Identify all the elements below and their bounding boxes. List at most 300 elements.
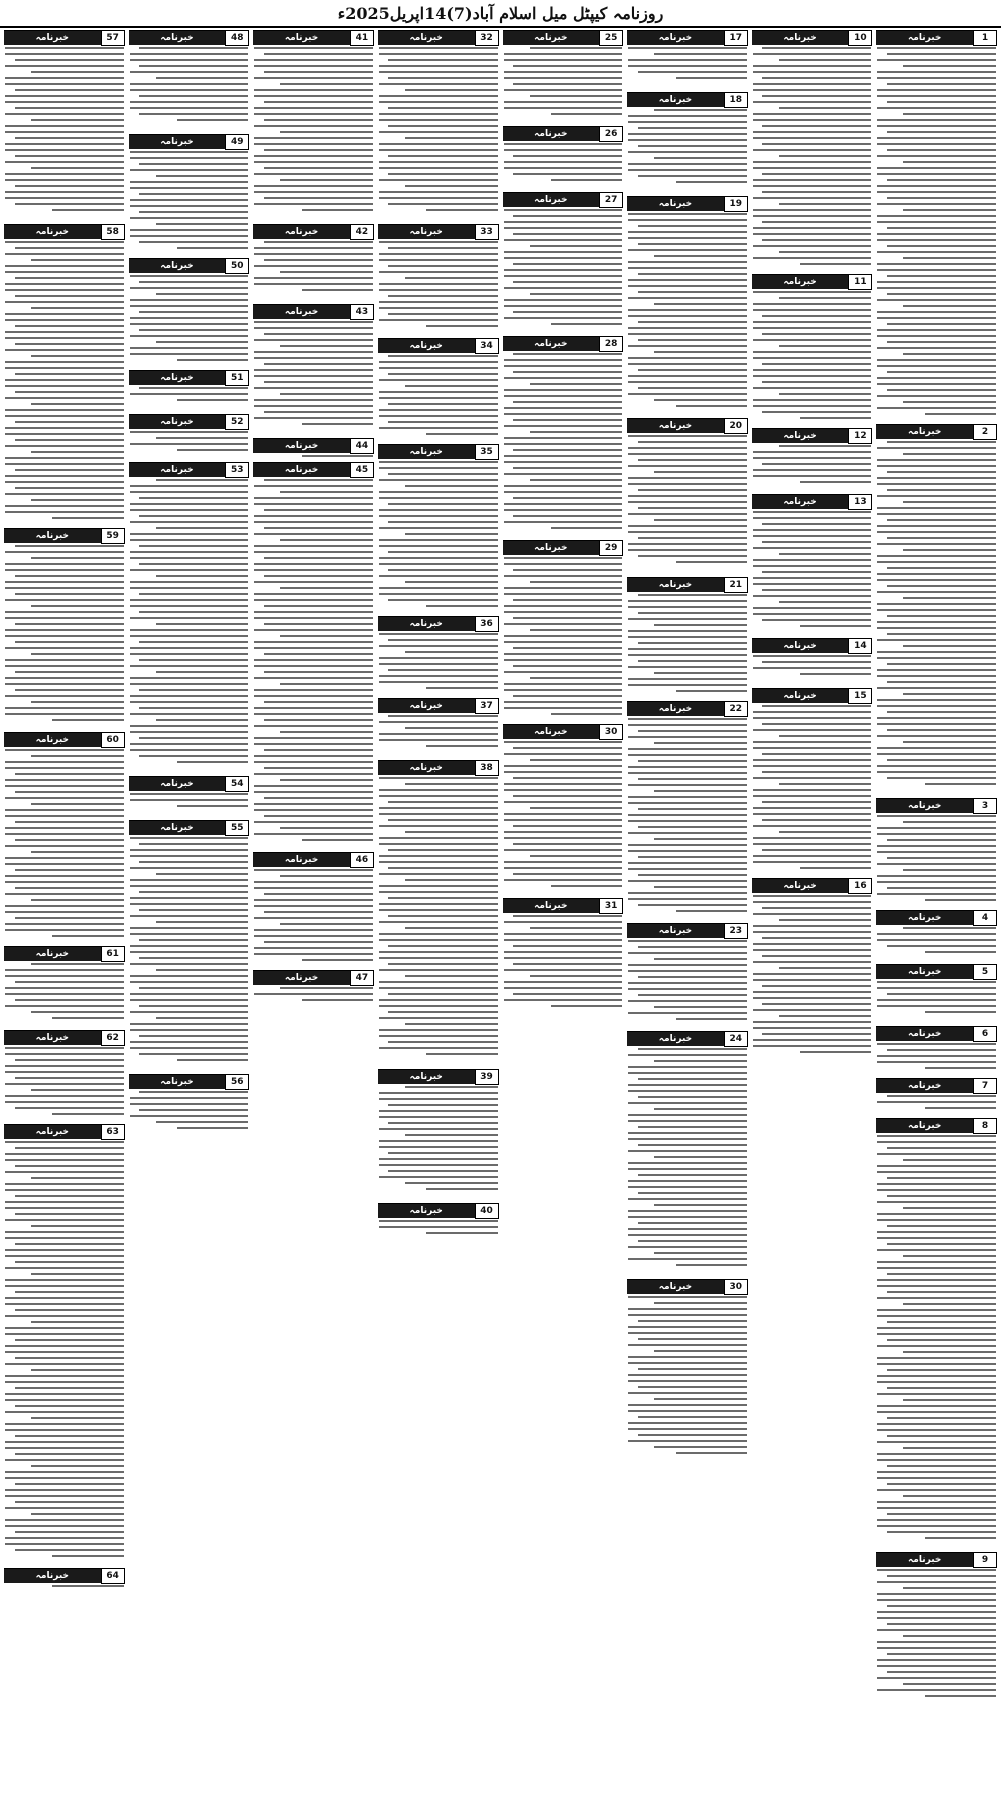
text-line <box>903 821 996 823</box>
news-item-header <box>129 415 250 429</box>
news-item-body <box>876 439 997 785</box>
text-line <box>5 427 124 429</box>
text-line <box>877 833 996 835</box>
text-line <box>5 1207 124 1209</box>
news-item <box>876 1118 997 1549</box>
text-line <box>877 981 996 983</box>
text-line <box>628 772 747 774</box>
news-item-header <box>129 135 250 149</box>
text-line <box>887 101 996 103</box>
text-line <box>5 975 124 977</box>
text-line <box>130 677 249 679</box>
text-line <box>130 335 249 337</box>
text-line <box>130 317 249 319</box>
text-line <box>628 1410 747 1412</box>
news-item-tag: خبرنامہ <box>129 31 226 45</box>
text-line <box>877 1357 996 1359</box>
text-line <box>5 1363 124 1365</box>
text-line <box>5 379 124 381</box>
text-line <box>31 1513 124 1515</box>
text-line <box>762 619 871 621</box>
text-line <box>628 982 747 984</box>
text-line <box>5 617 124 619</box>
text-line <box>887 1243 996 1245</box>
text-line <box>254 375 373 377</box>
text-line <box>638 1174 747 1176</box>
text-line <box>254 899 373 901</box>
news-item-tag: خبرنامہ <box>378 617 475 631</box>
text-line <box>379 1140 498 1142</box>
text-line <box>139 1005 248 1007</box>
text-line <box>877 1043 996 1045</box>
news-item-header <box>503 725 624 739</box>
text-line <box>280 393 373 395</box>
text-line <box>877 459 996 461</box>
text-line <box>800 481 871 483</box>
news-item-body <box>253 867 374 961</box>
text-line <box>753 375 872 377</box>
text-line <box>628 237 747 239</box>
text-line <box>379 981 498 983</box>
text-line <box>638 1192 747 1194</box>
text-line <box>379 391 498 393</box>
text-line <box>903 1303 996 1305</box>
text-line <box>177 1127 248 1129</box>
text-line <box>628 531 747 533</box>
text-line <box>504 969 623 971</box>
text-line <box>254 773 373 775</box>
text-line <box>254 113 373 115</box>
text-line <box>877 827 996 829</box>
text-line <box>156 623 249 625</box>
text-line <box>638 127 747 129</box>
text-line <box>264 333 373 335</box>
text-line <box>628 1234 747 1236</box>
text-line <box>388 569 497 571</box>
text-line <box>877 365 996 367</box>
text-line <box>654 1108 747 1110</box>
text-line <box>877 1363 996 1365</box>
news-item-body <box>503 351 624 529</box>
text-line <box>877 495 996 497</box>
news-item-tag: خبرنامہ <box>378 699 475 713</box>
text-line <box>887 615 996 617</box>
news-item <box>752 274 873 425</box>
text-line <box>5 551 124 553</box>
news-item-header <box>752 275 873 289</box>
news-item-number: 42 <box>350 224 374 240</box>
text-line <box>264 815 373 817</box>
text-line <box>379 53 498 55</box>
text-line <box>887 1575 996 1577</box>
text-line <box>504 587 623 589</box>
text-line <box>877 1279 996 1281</box>
masthead <box>0 0 1001 28</box>
text-line <box>779 107 872 109</box>
news-item-header <box>129 1075 250 1089</box>
text-line <box>5 319 124 321</box>
news-item-body <box>627 716 748 912</box>
text-line <box>130 653 249 655</box>
text-line <box>379 113 498 115</box>
news-item-header <box>129 259 250 273</box>
text-line <box>877 717 996 719</box>
text-line <box>5 1005 124 1007</box>
text-line <box>15 791 124 793</box>
text-line <box>130 605 249 607</box>
text-line <box>504 765 623 767</box>
text-line <box>504 999 623 1001</box>
news-item-body <box>129 1089 250 1129</box>
text-line <box>5 101 124 103</box>
news-item-number: 22 <box>724 701 748 717</box>
text-line <box>530 807 623 809</box>
text-line <box>5 815 124 817</box>
text-line <box>254 405 373 407</box>
text-line <box>379 1226 498 1228</box>
news-item-body <box>4 543 125 721</box>
text-line <box>504 143 623 145</box>
text-line <box>379 557 498 559</box>
text-line <box>628 47 747 49</box>
text-line <box>379 1047 498 1049</box>
text-line <box>530 245 623 247</box>
text-line <box>628 483 747 485</box>
text-line <box>280 131 373 133</box>
news-item-body <box>627 1294 748 1454</box>
text-line <box>762 463 871 465</box>
text-line <box>280 923 373 925</box>
text-line <box>5 1303 124 1305</box>
text-line <box>130 157 249 159</box>
text-line <box>130 101 249 103</box>
text-line <box>877 269 996 271</box>
text-line <box>130 629 249 631</box>
text-line <box>753 245 872 247</box>
text-line <box>156 479 249 481</box>
news-item-tag: خبرنامہ <box>129 371 226 385</box>
text-line <box>15 203 124 205</box>
text-line <box>628 375 747 377</box>
text-line <box>426 605 497 607</box>
text-line <box>504 951 623 953</box>
news-item-tag: خبرنامہ <box>503 31 600 45</box>
news-item-body <box>876 1133 997 1539</box>
text-line <box>254 497 373 499</box>
text-line <box>887 441 996 443</box>
text-line <box>15 1291 124 1293</box>
text-line <box>15 277 124 279</box>
text-line <box>280 987 373 989</box>
text-line <box>654 351 747 353</box>
text-line <box>628 1404 747 1406</box>
text-line <box>887 1671 996 1673</box>
text-line <box>379 861 498 863</box>
text-line <box>628 163 747 165</box>
text-line <box>628 151 747 153</box>
text-line <box>877 1213 996 1215</box>
text-line <box>130 509 249 511</box>
text-line <box>753 119 872 121</box>
text-line <box>887 341 996 343</box>
text-line <box>130 713 249 715</box>
text-line <box>628 880 747 882</box>
text-line <box>15 1387 124 1389</box>
news-item-body <box>876 813 997 901</box>
text-line <box>31 557 124 559</box>
text-line <box>504 509 623 511</box>
text-line <box>254 713 373 715</box>
news-item-tag: خبرنامہ <box>503 337 600 351</box>
news-item-tag: خبرنامہ <box>752 31 849 45</box>
news-item-tag: خبرنامہ <box>876 911 973 925</box>
text-line <box>753 227 872 229</box>
text-line <box>130 793 249 795</box>
news-item <box>4 30 125 221</box>
text-line <box>513 665 622 667</box>
text-line <box>877 71 996 73</box>
text-line <box>628 600 747 602</box>
text-line <box>504 837 623 839</box>
text-line <box>139 641 248 643</box>
text-line <box>877 603 996 605</box>
text-line <box>130 1011 249 1013</box>
text-line <box>753 161 872 163</box>
text-line <box>877 155 996 157</box>
news-item-header <box>503 127 624 141</box>
text-line <box>130 975 249 977</box>
text-line <box>877 191 996 193</box>
text-line <box>753 931 872 933</box>
text-line <box>52 209 123 211</box>
text-line <box>254 695 373 697</box>
text-line <box>5 635 124 637</box>
text-line <box>254 869 373 871</box>
text-line <box>877 287 996 289</box>
text-line <box>379 491 498 493</box>
text-line <box>753 197 872 199</box>
text-line <box>753 257 872 259</box>
text-line <box>628 363 747 365</box>
text-line <box>5 173 124 175</box>
text-line <box>753 529 872 531</box>
text-line <box>5 863 124 865</box>
text-line <box>254 581 373 583</box>
news-item-header <box>876 1553 997 1567</box>
text-line <box>877 1611 996 1613</box>
text-line <box>130 725 249 727</box>
text-line <box>379 191 498 193</box>
text-line <box>887 371 996 373</box>
text-line <box>628 513 747 515</box>
text-line <box>254 725 373 727</box>
text-line <box>130 867 249 869</box>
news-item-number: 29 <box>599 540 623 556</box>
text-line <box>264 259 373 261</box>
text-line <box>877 591 996 593</box>
text-line <box>379 825 498 827</box>
news-item-number: 20 <box>724 418 748 434</box>
text-line <box>130 107 249 109</box>
text-line <box>31 1225 124 1227</box>
text-line <box>379 813 498 815</box>
text-line <box>130 199 249 201</box>
text-line <box>5 397 124 399</box>
text-line <box>877 1477 996 1479</box>
text-line <box>254 743 373 745</box>
text-line <box>903 597 996 599</box>
text-line <box>638 459 747 461</box>
text-line <box>513 647 622 649</box>
text-line <box>130 951 249 953</box>
text-line <box>5 809 124 811</box>
text-line <box>388 963 497 965</box>
text-line <box>877 651 996 653</box>
news-item-body <box>876 979 997 1013</box>
news-item-number: 28 <box>599 336 623 352</box>
text-line <box>15 1261 124 1263</box>
text-line <box>5 253 124 255</box>
news-item <box>4 1124 125 1565</box>
text-line <box>762 819 871 821</box>
news-item-header <box>378 445 499 459</box>
text-line <box>280 179 373 181</box>
text-line <box>877 621 996 623</box>
text-line <box>177 1059 248 1061</box>
text-line <box>513 233 622 235</box>
text-line <box>388 915 497 917</box>
text-line <box>130 443 249 445</box>
text-line <box>513 873 622 875</box>
text-line <box>753 565 872 567</box>
text-line <box>52 1555 123 1557</box>
text-line <box>264 241 373 243</box>
text-line <box>130 503 249 505</box>
text-line <box>504 987 623 989</box>
news-item-tag: خبرنامہ <box>876 1119 973 1133</box>
text-line <box>753 101 872 103</box>
text-line <box>887 1531 996 1533</box>
text-line <box>280 271 373 273</box>
text-line <box>903 1351 996 1353</box>
text-line <box>638 243 747 245</box>
news-item-number: 30 <box>599 724 623 740</box>
text-line <box>139 939 248 941</box>
text-line <box>130 71 249 73</box>
text-line <box>5 905 124 907</box>
text-line <box>504 957 623 959</box>
text-line <box>628 1168 747 1170</box>
text-line <box>139 689 248 691</box>
text-line <box>877 317 996 319</box>
text-line <box>877 1055 996 1057</box>
text-line <box>254 89 373 91</box>
text-line <box>676 181 747 183</box>
text-line <box>15 917 124 919</box>
text-line <box>887 1195 996 1197</box>
news-item-header <box>129 777 250 791</box>
text-line <box>753 339 872 341</box>
text-line <box>379 1092 498 1094</box>
news-item-tag: خبرنامہ <box>129 259 226 273</box>
text-line <box>254 569 373 571</box>
text-line <box>887 1369 996 1371</box>
news-item-tag: خبرنامہ <box>503 725 600 739</box>
news-item-number: 56 <box>225 1074 249 1090</box>
news-item-header <box>4 1125 125 1139</box>
text-line <box>654 1006 747 1008</box>
text-line <box>5 385 124 387</box>
text-line <box>5 569 124 571</box>
text-line <box>15 839 124 841</box>
text-line <box>551 113 622 115</box>
text-line <box>762 47 871 49</box>
text-line <box>753 185 872 187</box>
text-line <box>15 773 124 775</box>
news-item <box>752 494 873 635</box>
text-line <box>302 423 373 425</box>
text-line <box>379 427 498 429</box>
news-item-tag: خبرنامہ <box>4 529 101 543</box>
text-line <box>887 131 996 133</box>
text-line <box>513 449 622 451</box>
text-line <box>5 361 124 363</box>
text-line <box>628 1374 747 1376</box>
text-line <box>513 467 622 469</box>
text-line <box>139 909 248 911</box>
text-line <box>628 1308 747 1310</box>
text-line <box>379 1098 498 1100</box>
text-line <box>877 1411 996 1413</box>
text-line <box>903 1207 996 1209</box>
text-line <box>5 881 124 883</box>
text-line <box>31 701 124 703</box>
news-item-body <box>876 925 997 953</box>
text-line <box>762 1033 871 1035</box>
text-line <box>504 473 623 475</box>
text-line <box>628 1332 747 1334</box>
text-line <box>379 1035 498 1037</box>
text-line <box>638 321 747 323</box>
text-line <box>139 545 248 547</box>
text-line <box>753 711 872 713</box>
text-line <box>877 1393 996 1395</box>
news-item <box>503 30 624 123</box>
text-line <box>405 879 498 881</box>
text-line <box>877 1261 996 1263</box>
text-line <box>753 215 872 217</box>
text-line <box>5 857 124 859</box>
text-line <box>628 1012 747 1014</box>
news-item <box>378 224 499 335</box>
news-column <box>253 30 374 1796</box>
text-line <box>762 571 871 573</box>
text-line <box>887 323 996 325</box>
text-line <box>31 1417 124 1419</box>
text-line <box>628 465 747 467</box>
text-line <box>887 179 996 181</box>
news-column <box>4 30 125 1796</box>
text-line <box>5 301 124 303</box>
news-item-header <box>503 193 624 207</box>
text-line <box>31 355 124 357</box>
news-item-tag: خبرنامہ <box>253 971 350 985</box>
text-line <box>254 953 373 955</box>
news-item-number: 10 <box>848 30 872 46</box>
news-item-body <box>503 913 624 1007</box>
text-line <box>628 1162 747 1164</box>
news-item-tag: خبرنامہ <box>129 135 226 149</box>
